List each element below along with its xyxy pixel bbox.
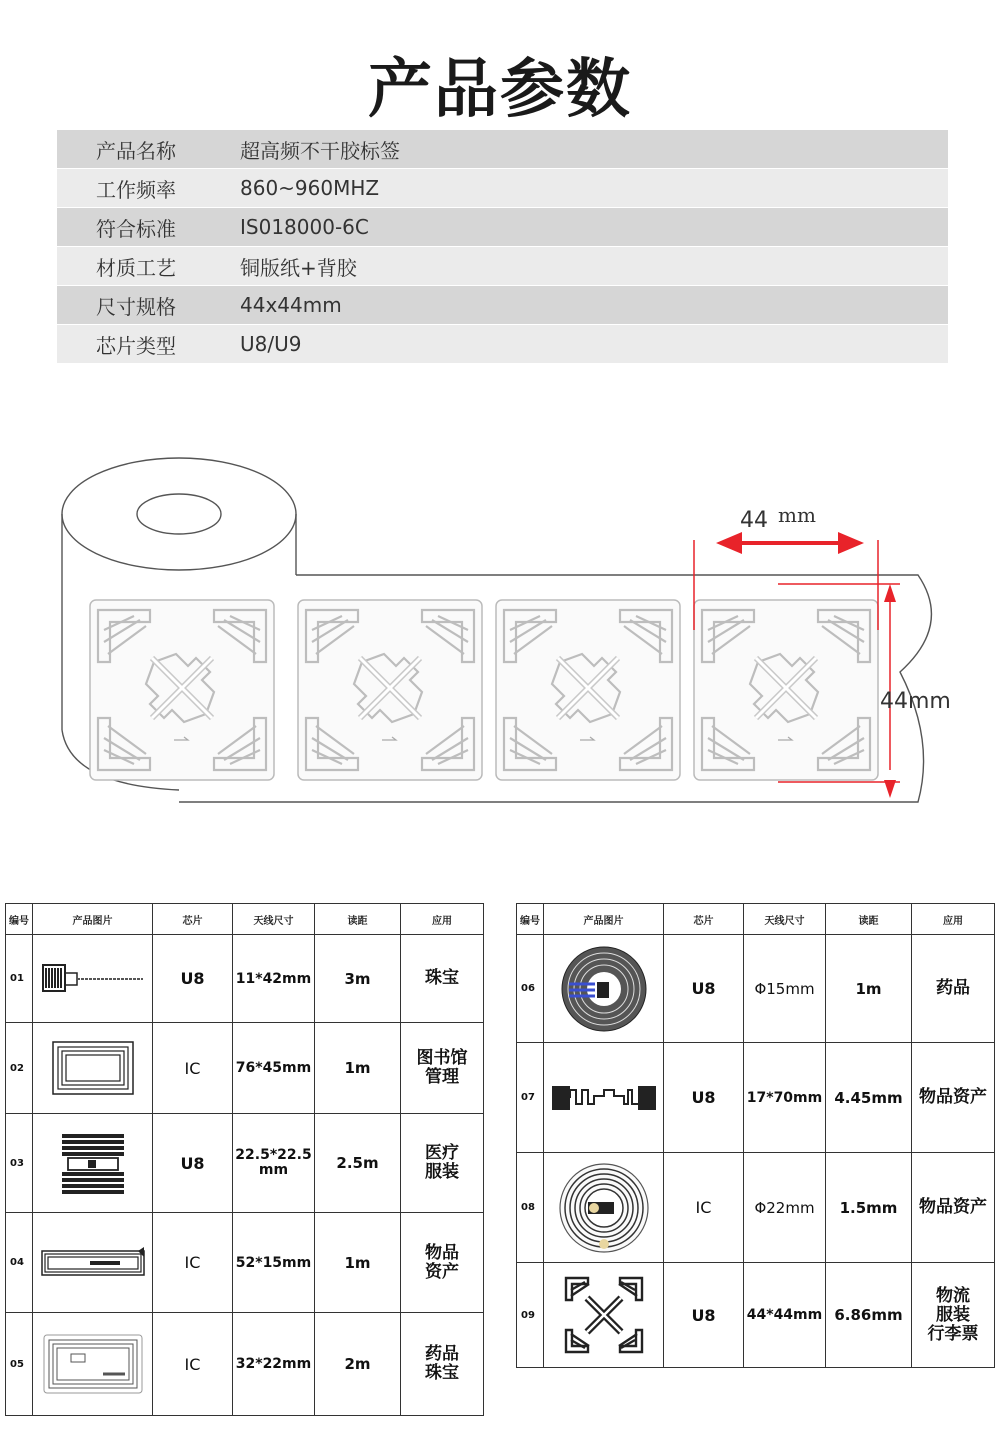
height-label: 44mm [880, 689, 951, 714]
narrow-coil-tag-icon [33, 1213, 153, 1313]
row-application: 物品资产 [912, 1153, 995, 1263]
row-application: 物品资产 [912, 1043, 995, 1153]
row-application: 药品 珠宝 [401, 1313, 484, 1416]
table-row [517, 1153, 995, 1263]
label-2 [298, 600, 482, 780]
row-antenna-size: 76*45mm [233, 1023, 315, 1114]
table-row [6, 1213, 484, 1313]
row-num: 01 [6, 935, 33, 1023]
row-application: 物品 资产 [401, 1213, 484, 1313]
table-row [6, 1023, 484, 1114]
row-chip: U8 [153, 1114, 233, 1213]
row-application: 物流 服装 行李票 [912, 1263, 995, 1368]
table-row [6, 1114, 484, 1213]
row-application: 图书馆 管理 [401, 1023, 484, 1114]
row-read-distance: 4.45mm [826, 1043, 912, 1153]
header-image: 产品图片 [544, 904, 664, 935]
header-read-distance: 读距 [826, 904, 912, 935]
row-read-distance: 1m [826, 935, 912, 1043]
row-antenna-size: 17*70mm [744, 1043, 826, 1153]
label-4 [694, 600, 878, 780]
round-hf-coil-icon [544, 1153, 664, 1263]
row-read-distance: 1m [315, 1023, 401, 1114]
row-antenna-size: 44*44mm [744, 1263, 826, 1368]
spec-value: 铜版纸+背胶 [240, 255, 357, 280]
page-title: 产品参数 [368, 53, 632, 127]
spec-row [57, 208, 948, 247]
square-meander-tag-icon [33, 1114, 153, 1213]
spec-table [57, 130, 948, 364]
spec-row [57, 169, 948, 208]
row-antenna-size: 22.5*22.5 mm [233, 1114, 315, 1213]
header-application: 应用 [912, 904, 995, 935]
row-num: 05 [6, 1313, 33, 1416]
row-read-distance: 2.5m [315, 1114, 401, 1213]
width-label-num: 44 [740, 508, 768, 533]
table-row [6, 1313, 484, 1416]
row-application: 医疗 服装 [401, 1114, 484, 1213]
row-num: 09 [517, 1263, 544, 1368]
row-read-distance: 2m [315, 1313, 401, 1416]
row-num: 02 [6, 1023, 33, 1114]
row-read-distance: 3m [315, 935, 401, 1023]
table-header-row [517, 904, 995, 935]
header-num: 编号 [517, 904, 544, 935]
spec-label: 工作频率 [96, 177, 176, 202]
row-antenna-size: 32*22mm [233, 1313, 315, 1416]
row-chip: IC [153, 1213, 233, 1313]
header-image: 产品图片 [33, 904, 153, 935]
hf-rectangle-coil-icon [33, 1023, 153, 1114]
spec-label: 尺寸规格 [96, 294, 176, 319]
row-num: 06 [517, 935, 544, 1043]
header-chip: 芯片 [664, 904, 744, 935]
row-num: 04 [6, 1213, 33, 1313]
row-chip: IC [664, 1153, 744, 1263]
tag-table-right [516, 903, 995, 1368]
round-coil-tag-icon [544, 935, 664, 1043]
row-chip: U8 [664, 1263, 744, 1368]
table-header-row [6, 904, 484, 935]
header-read-distance: 读距 [315, 904, 401, 935]
hf-coil-label-icon [33, 1313, 153, 1416]
spec-row [57, 325, 948, 364]
spec-value: 860~960MHZ [240, 176, 380, 200]
spec-row [57, 247, 948, 286]
row-num: 03 [6, 1114, 33, 1213]
spec-value: U8/U9 [240, 332, 302, 356]
label-1 [90, 600, 274, 780]
table-row [517, 935, 995, 1043]
row-read-distance: 6.86mm [826, 1263, 912, 1368]
row-num: 07 [517, 1043, 544, 1153]
spec-label: 符合标准 [96, 216, 176, 241]
x-antenna-tag-icon [544, 1263, 664, 1368]
spec-value: 44x44mm [240, 293, 342, 317]
spec-row [57, 286, 948, 325]
spec-label: 芯片类型 [96, 333, 176, 358]
table-row [6, 935, 484, 1023]
dipole-tag-icon [33, 935, 153, 1023]
row-chip: U8 [664, 1043, 744, 1153]
row-antenna-size: Φ22mm [744, 1153, 826, 1263]
table-row [517, 1263, 995, 1368]
row-num: 08 [517, 1153, 544, 1263]
row-chip: U8 [153, 935, 233, 1023]
row-antenna-size: Φ15mm [744, 935, 826, 1043]
row-application: 珠宝 [401, 935, 484, 1023]
label-roll-diagram [0, 440, 1000, 820]
spec-value: 超高频不干胶标签 [240, 138, 400, 163]
header-application: 应用 [401, 904, 484, 935]
spec-row [57, 130, 948, 169]
row-chip: IC [153, 1023, 233, 1114]
width-label-unit: mm [778, 503, 816, 527]
label-3 [496, 600, 680, 780]
long-meander-tag-icon [544, 1043, 664, 1153]
header-num: 编号 [6, 904, 33, 935]
row-application: 药品 [912, 935, 995, 1043]
row-read-distance: 1.5mm [826, 1153, 912, 1263]
spec-value: IS018000-6C [240, 215, 369, 239]
tag-table-left [5, 903, 484, 1416]
header-chip: 芯片 [153, 904, 233, 935]
row-chip: IC [153, 1313, 233, 1416]
row-antenna-size: 11*42mm [233, 935, 315, 1023]
spec-label: 材质工艺 [96, 255, 176, 280]
header-antenna-size: 天线尺寸 [233, 904, 315, 935]
row-chip: U8 [664, 935, 744, 1043]
spec-label: 产品名称 [96, 138, 176, 163]
row-antenna-size: 52*15mm [233, 1213, 315, 1313]
table-row [517, 1043, 995, 1153]
row-read-distance: 1m [315, 1213, 401, 1313]
header-antenna-size: 天线尺寸 [744, 904, 826, 935]
